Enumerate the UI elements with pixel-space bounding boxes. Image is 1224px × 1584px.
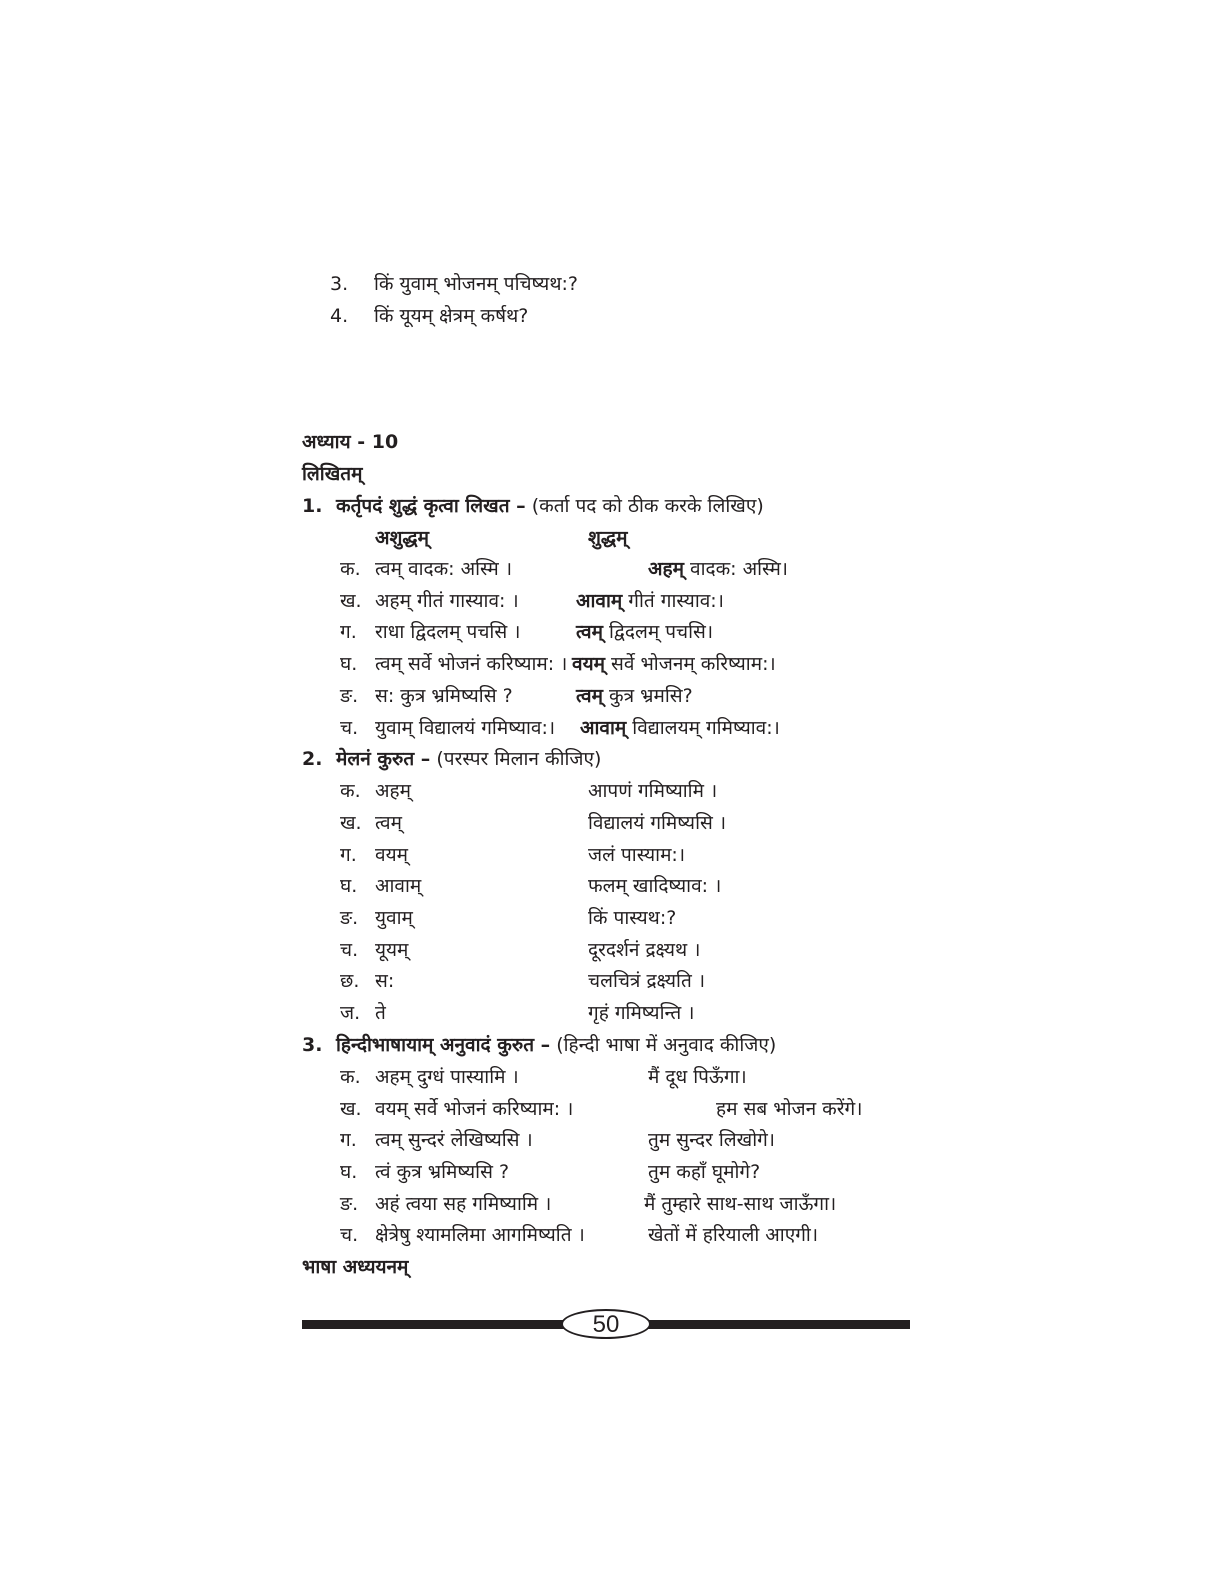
row-label: च.	[340, 939, 359, 961]
page-number: 50	[561, 1309, 651, 1339]
q2-subtitle: (परस्पर मिलान कीजिए)	[436, 748, 602, 770]
corrected-subject: आवाम्	[580, 717, 627, 739]
row-label: ग.	[340, 621, 357, 643]
row-label: ग.	[340, 844, 357, 866]
q2-title: मेलनं कुरुत –	[336, 748, 431, 770]
translation-row	[340, 1128, 776, 1152]
q1-row	[340, 684, 693, 708]
corrected-subject: त्वम्	[576, 621, 603, 643]
question-line	[330, 272, 578, 296]
match-left: आवाम्	[375, 875, 422, 897]
match-right: जलं पास्याम:।	[588, 844, 686, 866]
translation-row	[340, 1223, 819, 1247]
match-left: युवाम्	[375, 907, 413, 929]
match-row	[340, 811, 727, 835]
q1-subtitle: (कर्ता पद को ठीक करके लिखिए)	[531, 495, 764, 517]
match-right: गृहं गमिष्यन्ति ।	[588, 1002, 695, 1024]
corrected-subject: त्वम्	[576, 685, 603, 707]
match-row	[340, 906, 677, 930]
match-row	[340, 1001, 695, 1025]
match-left: त्वम्	[375, 812, 402, 834]
translation-row	[340, 1160, 761, 1184]
column-header-wrong: अशुद्धम्	[375, 527, 429, 549]
correct-sentence: आवाम् विद्यालयम् गमिष्याव:।	[580, 717, 780, 739]
row-label: क.	[340, 1066, 361, 1088]
match-right: चलचित्रं द्रक्ष्यति ।	[588, 970, 706, 992]
hindi-translation: तुम सुन्दर लिखोगे।	[648, 1129, 776, 1151]
sanskrit-sentence: अहं त्वया सह गमिष्यामि ।	[375, 1193, 552, 1215]
sanskrit-sentence: वयम् सर्वे भोजनं करिष्याम: ।	[375, 1098, 574, 1120]
wrong-sentence: त्वम् वादक: अस्मि ।	[375, 558, 513, 580]
hindi-translation: तुम कहाँ घूमोगे?	[648, 1161, 761, 1183]
q2-header	[302, 747, 602, 771]
row-label: ङ.	[340, 907, 359, 929]
match-right: दूरदर्शनं द्रक्ष्यथ ।	[588, 939, 701, 961]
wrong-sentence: राधा द्विदलम् पचसि ।	[375, 621, 521, 643]
q1-header	[302, 494, 764, 518]
question-number: 3.	[330, 273, 349, 295]
match-left: वयम्	[375, 844, 408, 866]
row-label: घ.	[340, 653, 358, 675]
q1-row	[340, 589, 724, 613]
q3-title: हिन्दीभाषायाम् अनुवादं कुरुत –	[336, 1034, 551, 1056]
question-line	[330, 304, 529, 328]
wrong-sentence: युवाम् विद्यालयं गमिष्याव:।	[375, 717, 556, 739]
translation-row	[340, 1097, 863, 1121]
correct-sentence: अहम् वादक: अस्मि।	[648, 558, 789, 580]
match-row	[340, 874, 722, 898]
corrected-subject: अहम्	[648, 558, 684, 580]
match-left: स:	[375, 970, 395, 992]
match-row	[340, 843, 686, 867]
hindi-translation: मैं दूध पिऊँगा।	[648, 1066, 747, 1088]
section-heading: लिखितम्	[302, 463, 363, 485]
q3-header	[302, 1033, 777, 1057]
row-label: क.	[340, 558, 361, 580]
column-header-right: शुद्धम्	[588, 527, 628, 549]
sanskrit-sentence: त्वं कुत्र भ्रमिष्यसि ?	[375, 1161, 510, 1183]
translation-row	[340, 1065, 747, 1089]
corrected-subject: आवाम्	[576, 590, 623, 612]
corrected-subject: वयम्	[572, 653, 605, 675]
match-right: विद्यालयं गमिष्यसि ।	[588, 812, 727, 834]
row-label: घ.	[340, 1161, 358, 1183]
question-text: किं यूयम् क्षेत्रम् कर्षथ?	[374, 305, 529, 327]
row-label: ङ.	[340, 1193, 359, 1215]
question-number: 4.	[330, 305, 349, 327]
row-label: ज.	[340, 1002, 361, 1024]
q1-row	[340, 557, 789, 581]
hindi-translation: मैं तुम्हारे साथ-साथ जाऊँगा।	[644, 1193, 837, 1215]
q3-number: 3.	[302, 1034, 323, 1056]
match-left: यूयम्	[375, 939, 409, 961]
row-label: ख.	[340, 812, 362, 834]
match-left: ते	[375, 1002, 386, 1024]
hindi-translation: हम सब भोजन करेंगे।	[716, 1098, 863, 1120]
q1-row	[340, 620, 714, 644]
row-label: घ.	[340, 875, 358, 897]
match-left: अहम्	[375, 780, 411, 802]
q3-subtitle: (हिन्दी भाषा में अनुवाद कीजिए)	[556, 1034, 777, 1056]
sanskrit-sentence: क्षेत्रेषु श्यामलिमा आगमिष्यति ।	[375, 1224, 585, 1246]
q1-row	[340, 716, 780, 740]
sanskrit-sentence: त्वम् सुन्दरं लेखिष्यसि ।	[375, 1129, 533, 1151]
match-right: आपणं गमिष्यामि ।	[588, 780, 718, 802]
translation-row	[340, 1192, 837, 1216]
question-text: किं युवाम् भोजनम् पचिष्यथ:?	[374, 273, 578, 295]
match-right: फलम् खादिष्याव: ।	[588, 875, 722, 897]
row-label: च.	[340, 717, 359, 739]
chapter-heading: अध्याय - 10	[302, 431, 399, 453]
row-label: ङ.	[340, 685, 359, 707]
wrong-sentence: त्वम् सर्वे भोजनं करिष्याम: ।	[375, 653, 568, 675]
wrong-sentence: अहम् गीतं गास्याव: ।	[375, 590, 519, 612]
row-label: ख.	[340, 1098, 362, 1120]
match-row	[340, 969, 706, 993]
sanskrit-sentence: अहम् दुग्धं पास्यामि ।	[375, 1066, 519, 1088]
q1-title: कर्तृपदं शुद्धं कृत्वा लिखत –	[336, 495, 526, 517]
row-label: च.	[340, 1224, 359, 1246]
row-label: क.	[340, 780, 361, 802]
q2-number: 2.	[302, 748, 323, 770]
row-label: ग.	[340, 1129, 357, 1151]
row-label: छ.	[340, 970, 360, 992]
q1-row	[340, 652, 776, 676]
match-right: किं पास्यथ:?	[588, 907, 677, 929]
q1-number: 1.	[302, 495, 323, 517]
hindi-translation: खेतों में हरियाली आएगी।	[648, 1224, 819, 1246]
correct-sentence: वयम् सर्वे भोजनम् करिष्याम:।	[572, 653, 776, 675]
match-row	[340, 779, 718, 803]
bottom-section-heading: भाषा अध्ययनम्	[302, 1256, 409, 1278]
wrong-sentence: स: कुत्र भ्रमिष्यसि ?	[375, 685, 513, 707]
row-label: ख.	[340, 590, 362, 612]
correct-sentence: त्वम् द्विदलम् पचसि।	[576, 621, 714, 643]
match-row	[340, 938, 701, 962]
correct-sentence: आवाम् गीतं गास्याव:।	[576, 590, 724, 612]
correct-sentence: त्वम् कुत्र भ्रमसि?	[576, 685, 693, 707]
